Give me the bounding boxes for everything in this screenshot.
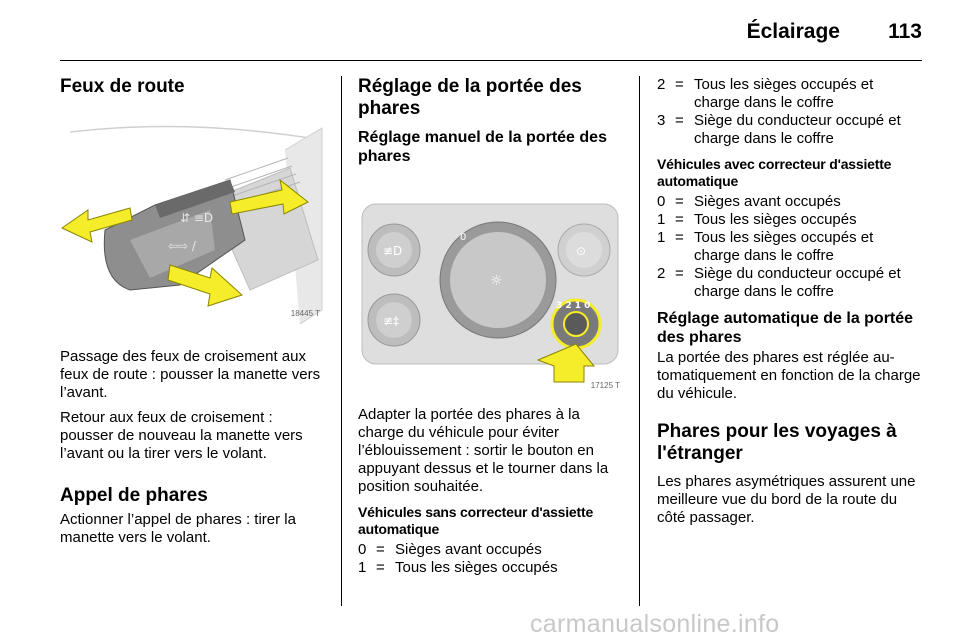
list-item: 3 = Siège du conducteur occupé et charge dans le coffre — [657, 112, 901, 147]
heading-reglage-portee: Réglage de la portée des phares — [358, 76, 582, 119]
svg-text:⇵ ≡D: ⇵ ≡D — [180, 211, 214, 225]
column-divider-2 — [639, 76, 640, 606]
svg-text:☼: ☼ — [490, 273, 503, 289]
heading-phares-etranger: Phares pour les voyages à l'étranger — [657, 421, 897, 464]
svg-text:⇦⇨ /: ⇦⇨ / — [168, 239, 196, 253]
watermark: carmanualsonline.info — [530, 610, 780, 638]
paragraph: Retour aux feux de croisement : pousser de nouveau la manette vers l’avant ou la tirer vers le volant. — [60, 409, 303, 462]
subheading-reglage-manuel: Réglage manuel de la portée des phares — [358, 129, 607, 165]
list-avec-correcteur — [657, 193, 923, 301]
paragraph: La portée des phares est réglée au-tomatiquement en fonction de la charge du véhicule. — [657, 349, 921, 402]
list-continued — [657, 76, 923, 148]
svg-text:⊙: ⊙ — [576, 244, 587, 258]
subheading-sans-correcteur: Véhicules sans correcteur d'assiette automatique — [358, 504, 594, 537]
page-number: 113 — [888, 20, 922, 43]
list-item: 0 = Sièges avant occupés — [358, 541, 542, 558]
list-item: 1 = Tous les sièges occupés et charge dans le coffre — [657, 229, 874, 264]
dial-illustration — [358, 184, 622, 394]
section-title: Éclairage — [746, 20, 840, 43]
column-1 — [60, 76, 328, 547]
paragraph: Actionner l’appel de phares : tirer la manette vers le volant. — [60, 511, 296, 546]
figure-code: 18445 T — [290, 309, 320, 318]
subheading-avec-correcteur: Véhicules avec correcteur d'assiette automatique — [657, 156, 892, 189]
subheading-reglage-automatique: Réglage automatique de la portée des phares — [657, 310, 914, 346]
list-item: 1 = Tous les sièges occupés — [657, 211, 857, 228]
list-item: 0 = Sièges avant occupés — [657, 193, 841, 210]
svg-text:≢D: ≢D — [383, 244, 403, 258]
paragraph: Adapter la portée des phares à la charge du véhicule pour éviter l’éblouissement : sortir le bouton en appuyant dessus et le tourner dans la position souhaitée. — [358, 406, 609, 495]
list-item: 2 = Siège du conducteur occupé et charge dans le coffre — [657, 265, 901, 300]
heading-feux-de-route: Feux de route — [60, 76, 185, 97]
dial-zero-label: 0 — [460, 232, 467, 243]
column-3 — [657, 76, 923, 527]
column-divider-1 — [341, 76, 342, 606]
list-sans-correcteur — [358, 541, 624, 577]
figure-dial — [358, 184, 622, 394]
svg-text:≢‡: ≢‡ — [383, 314, 400, 328]
list-item: 1 = Tous les sièges occupés — [358, 559, 558, 576]
figure-code: 17125 T — [590, 381, 620, 390]
heading-appel-de-phares: Appel de phares — [60, 485, 208, 506]
column-2 — [358, 76, 624, 577]
figure-stalk — [60, 110, 324, 324]
stalk-illustration — [60, 110, 324, 324]
list-item: 2 = Tous les sièges occupés et charge dans le coffre — [657, 76, 874, 111]
dial-scale-label: 3 2 1 0 — [556, 301, 591, 311]
paragraph: Passage des feux de croisement aux feux de route : pousser la manette vers l’avant. — [60, 348, 321, 401]
page-header — [60, 0, 922, 61]
paragraph: Les phares asymétriques assurent une meilleure vue du bord de la route du côté passager. — [657, 473, 916, 526]
